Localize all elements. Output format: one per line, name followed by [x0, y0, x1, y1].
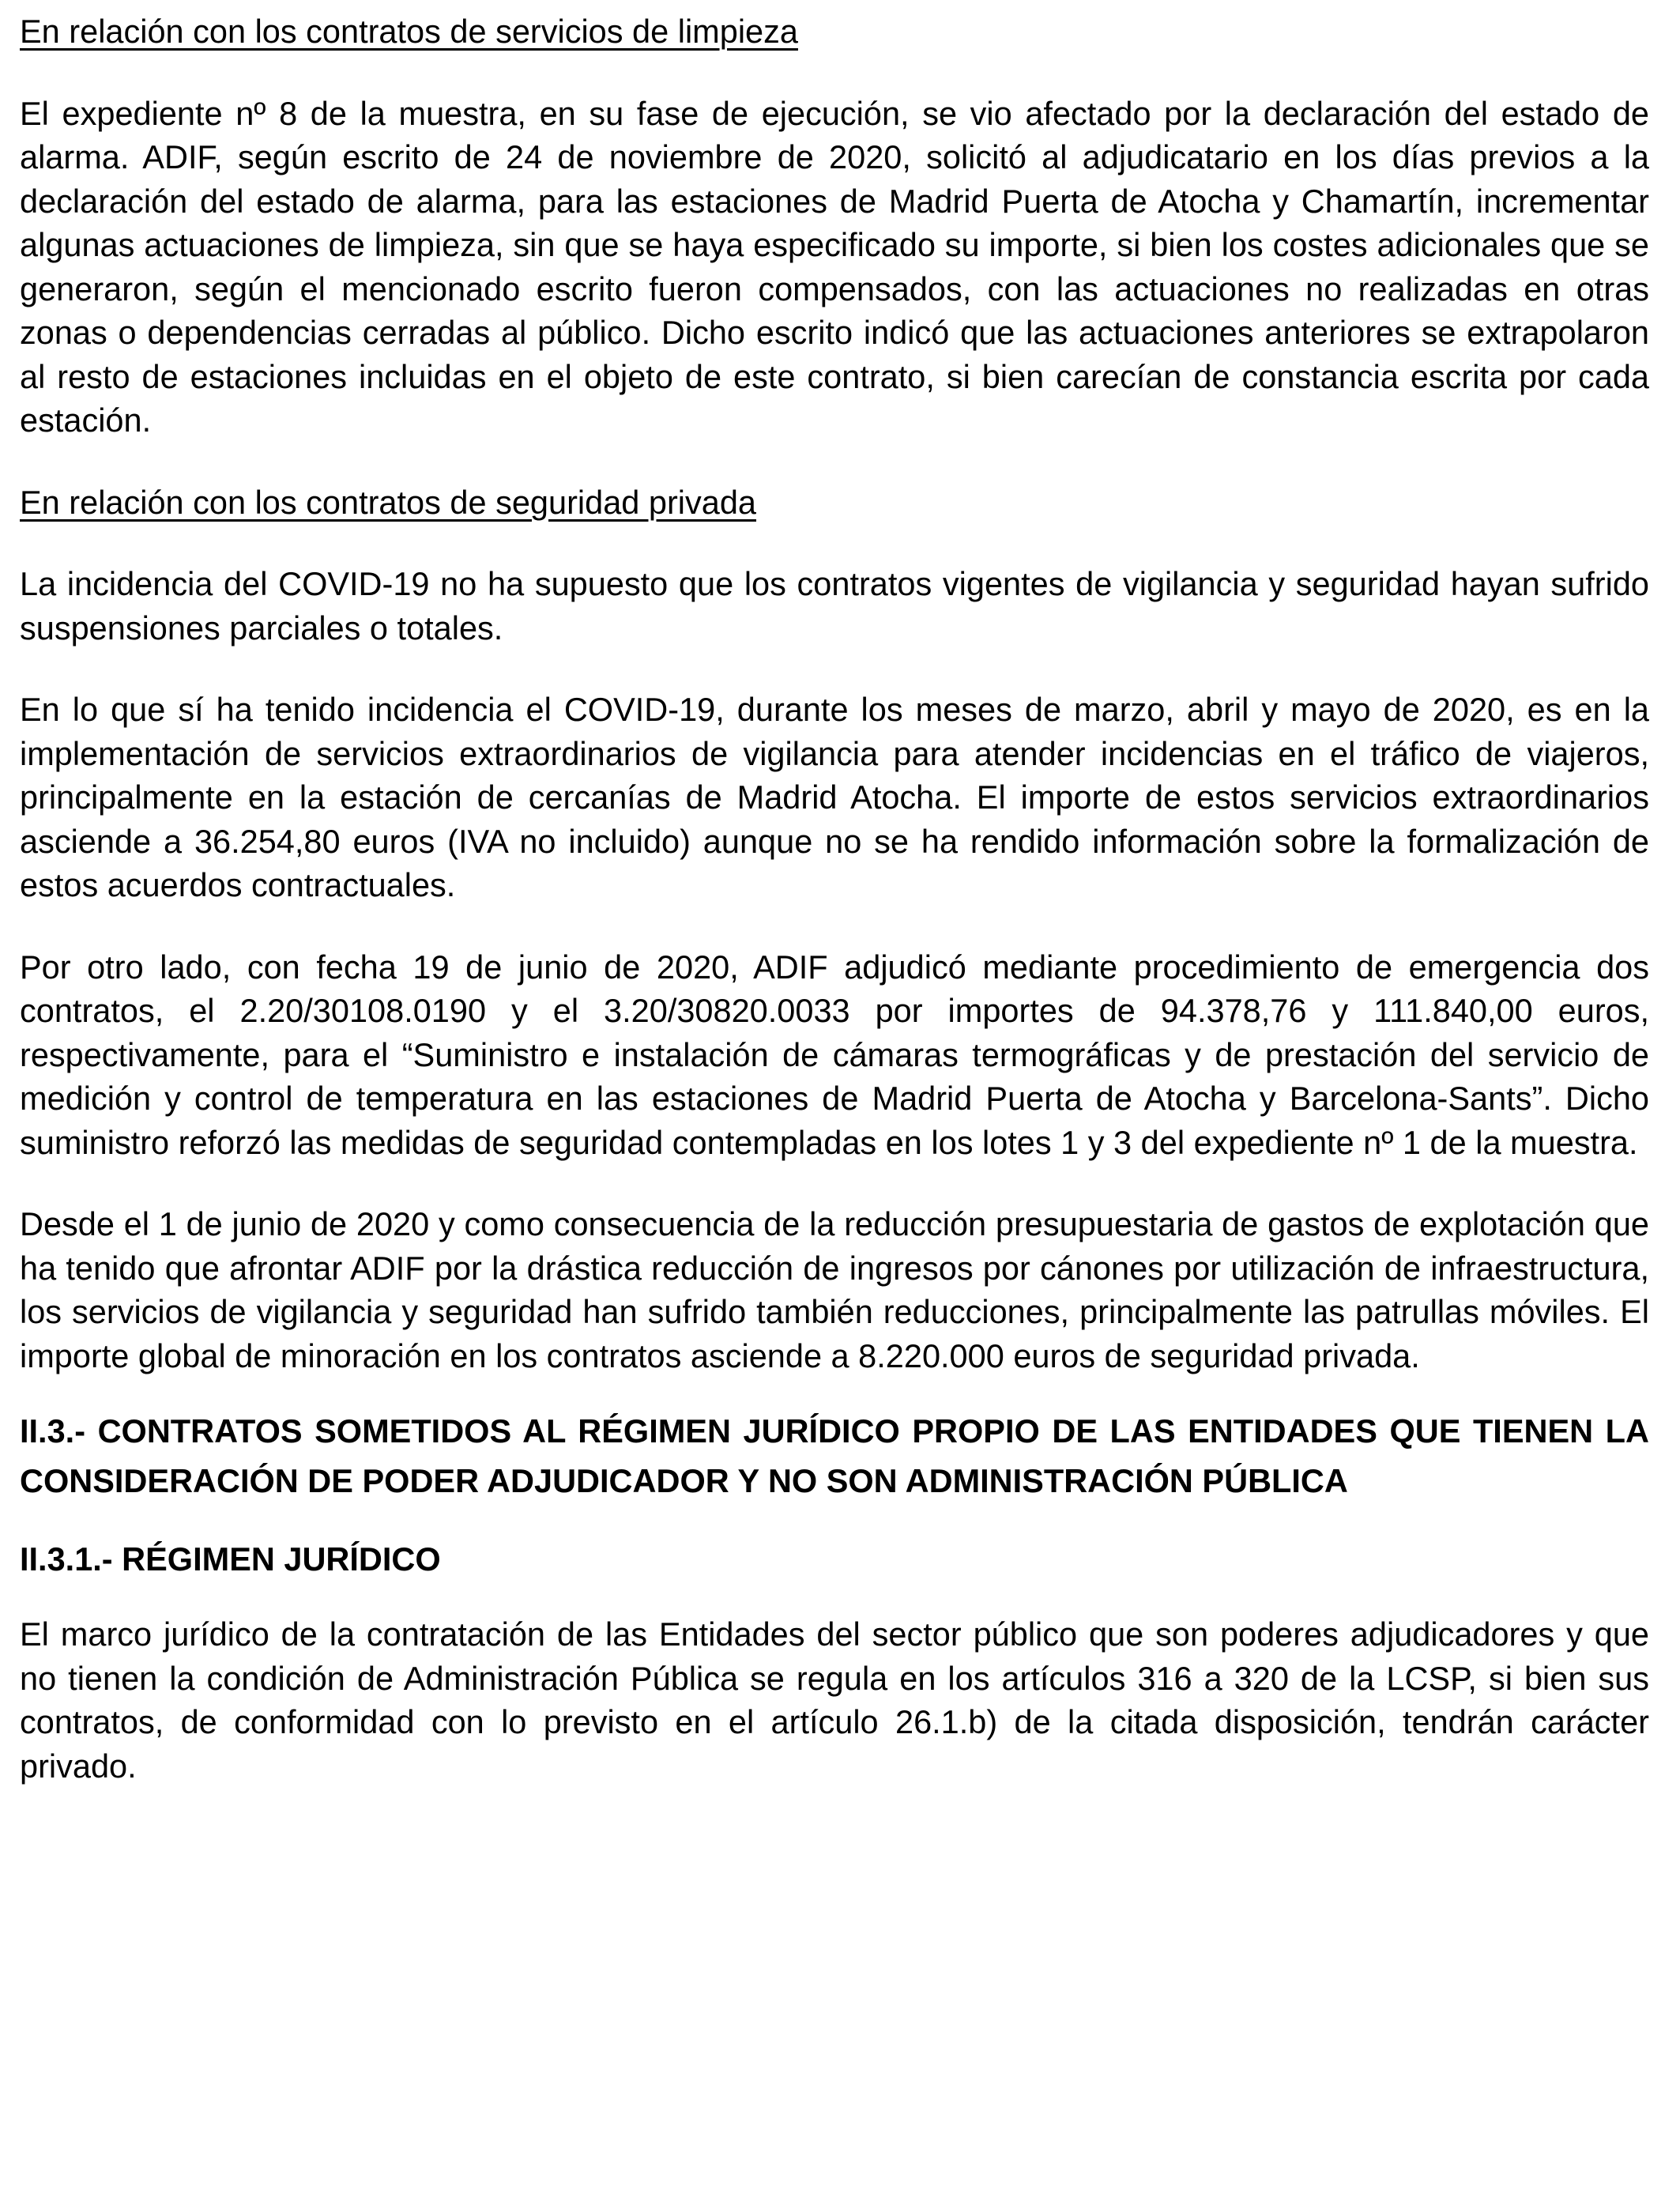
security-contracts-heading: En relación con los contratos de seguridad privada — [20, 483, 757, 521]
cleaning-paragraph-1: El expediente nº 8 de la muestra, en su fase de ejecución, se vio afectado por la declaración del estado de alarma. ADIF, según escrito de 24 de noviembre de 2020, solicitó al adjudicatario en los días previos a la declaración del estado de alarma, para las estaciones de Madrid Puerta de Atocha y Chamartín, incrementar algunas actuaciones de limpieza, sin que se haya especificado su importe, si bien los costes adicionales que se generaron, según el mencionado escrito fueron compensados, con las actuaciones no realizadas en otras zonas o dependencias cerradas al público. Dicho escrito indicó que las actuaciones anteriores se extrapolaron al resto de estaciones incluidas en el objeto de este contrato, si bien carecían de constancia escrita por cada estación. — [20, 94, 1649, 439]
legal-regime-paragraph: El marco jurídico de la contratación de las Entidades del sector público que son poderes adjudicadores y que no tienen la condición de Administración Pública se regula en los artículos 316 a 320 de la LCSP, si bien sus contratos, de conformidad con lo previsto en el artículo 26.1.b) de la citada disposición, tendrán carácter privado. — [20, 1615, 1649, 1785]
security-paragraph-4: Desde el 1 de junio de 2020 y como consecuencia de la reducción presupuestaria de gastos de explotación que ha tenido que afrontar ADIF por la drástica reducción de ingresos por cánones por utilización de infraestructura, los servicios de vigilancia y seguridad han sufrido también reducciones, principalmente las patrullas móviles. El importe global de minoración en los contratos asciende a 8.220.000 euros de seguridad privada. — [20, 1205, 1649, 1374]
security-paragraph-3: Por otro lado, con fecha 19 de junio de 2020, ADIF adjudicó mediante procedimiento de emergencia dos contratos, el 2.20/30108.0190 y el 3.20/30820.0033 por importes de 94.378,76 y 111.840,00 euros, respectivamente, para el “Suministro e instalación de cámaras termográficas y de prestación del servicio de medición y control de temperatura en las estaciones de Madrid Puerta de Atocha y Barcelona-Sants”. Dicho suministro reforzó las medidas de seguridad contempladas en los lotes 1 y 3 del expediente nº 1 de la muestra. — [20, 948, 1649, 1161]
security-paragraph-1: La incidencia del COVID-19 no ha supuesto que los contratos vigentes de vigilancia y seguridad hayan sufrido suspensiones parciales o totales. — [20, 565, 1649, 647]
section-ii-3-1-heading: II.3.1.- RÉGIMEN JURÍDICO — [20, 1540, 441, 1578]
section-ii-3-heading: II.3.- CONTRATOS SOMETIDOS AL RÉGIMEN JURÍDICO PROPIO DE LAS ENTIDADES QUE TIENEN LA CONSIDERACIÓN DE PODER ADJUDICADOR Y NO SON ADMINISTRACIÓN PÚBLICA — [20, 1412, 1649, 1499]
document-page — [20, 9, 1649, 1788]
cleaning-contracts-heading: En relación con los contratos de servicios de limpieza — [20, 13, 798, 50]
security-paragraph-2: En lo que sí ha tenido incidencia el COVID-19, durante los meses de marzo, abril y mayo de 2020, es en la implementación de servicios extraordinarios de vigilancia para atender incidencias en el tráfico de viajeros, principalmente en la estación de cercanías de Madrid Atocha. El importe de estos servicios extraordinarios asciende a 36.254,80 euros (IVA no incluido) aunque no se ha rendido información sobre la formalización de estos acuerdos contractuales. — [20, 691, 1649, 903]
